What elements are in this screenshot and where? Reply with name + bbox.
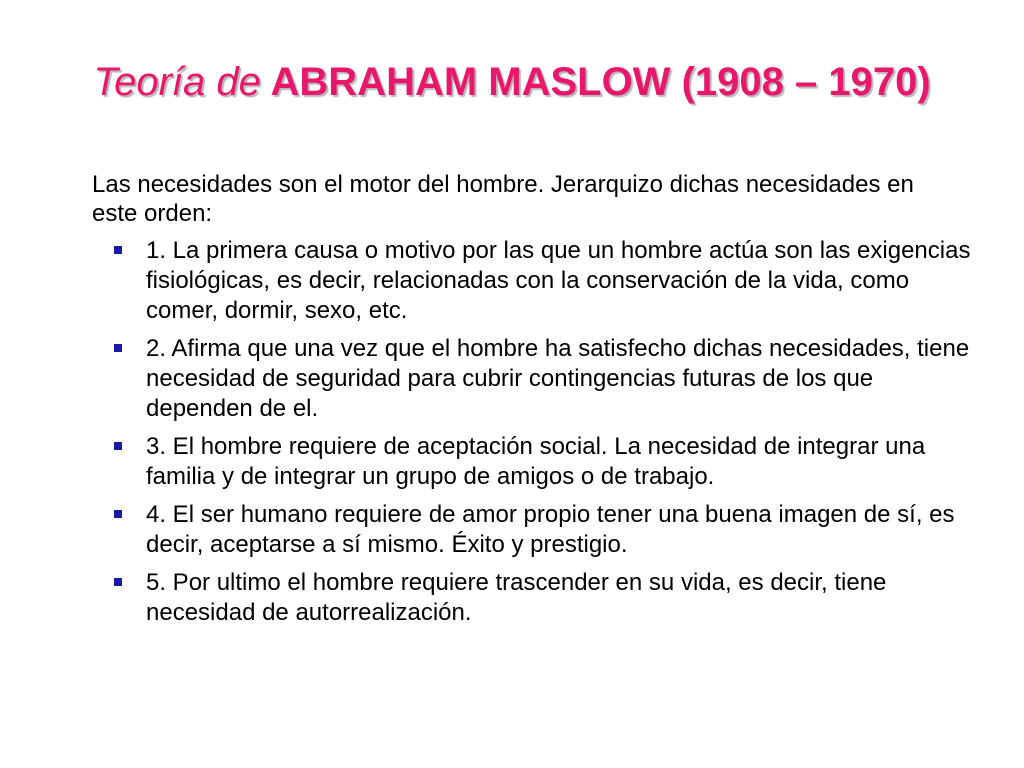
bullet-text: 3. El hombre requiere de aceptación social. La necesidad de integrar una familia y de integrar un grupo de amigos o de trabajo. (146, 433, 926, 490)
title-main: ABRAHAM MASLOW (1908 – 1970) (270, 60, 931, 104)
bullet-text: 1. La primera causa o motivo por las que un hombre actúa son las exigencias fisiológicas, es decir, relacionadas con la conservación de la vida, como comer, dormir, sexo, etc. (146, 237, 971, 324)
list-item (112, 432, 972, 492)
list-item (112, 236, 972, 326)
list-item (112, 500, 972, 560)
title-prefix: Teoría de (93, 60, 261, 104)
slide-title (0, 58, 1024, 106)
bullet-list (112, 236, 972, 636)
list-item (112, 568, 972, 628)
square-bullet-icon (114, 344, 122, 352)
bullet-text: 5. Por ultimo el hombre requiere trascender en su vida, es decir, tiene necesidad de autorrealización. (146, 569, 887, 626)
square-bullet-icon (114, 510, 122, 518)
bullet-text: 2. Afirma que una vez que el hombre ha satisfecho dichas necesidades, tiene necesidad de seguridad para cubrir contingencias futuras de los que dependen de el. (146, 335, 970, 422)
square-bullet-icon (114, 578, 122, 586)
bullet-text: 4. El ser humano requiere de amor propio tener una buena imagen de sí, es decir, aceptarse a sí mismo. Éxito y prestigio. (146, 501, 955, 558)
list-item (112, 334, 972, 424)
square-bullet-icon (114, 246, 122, 254)
intro-paragraph: Las necesidades son el motor del hombre. Jerarquizo dichas necesidades en este orden: (92, 171, 914, 227)
square-bullet-icon (114, 442, 122, 450)
